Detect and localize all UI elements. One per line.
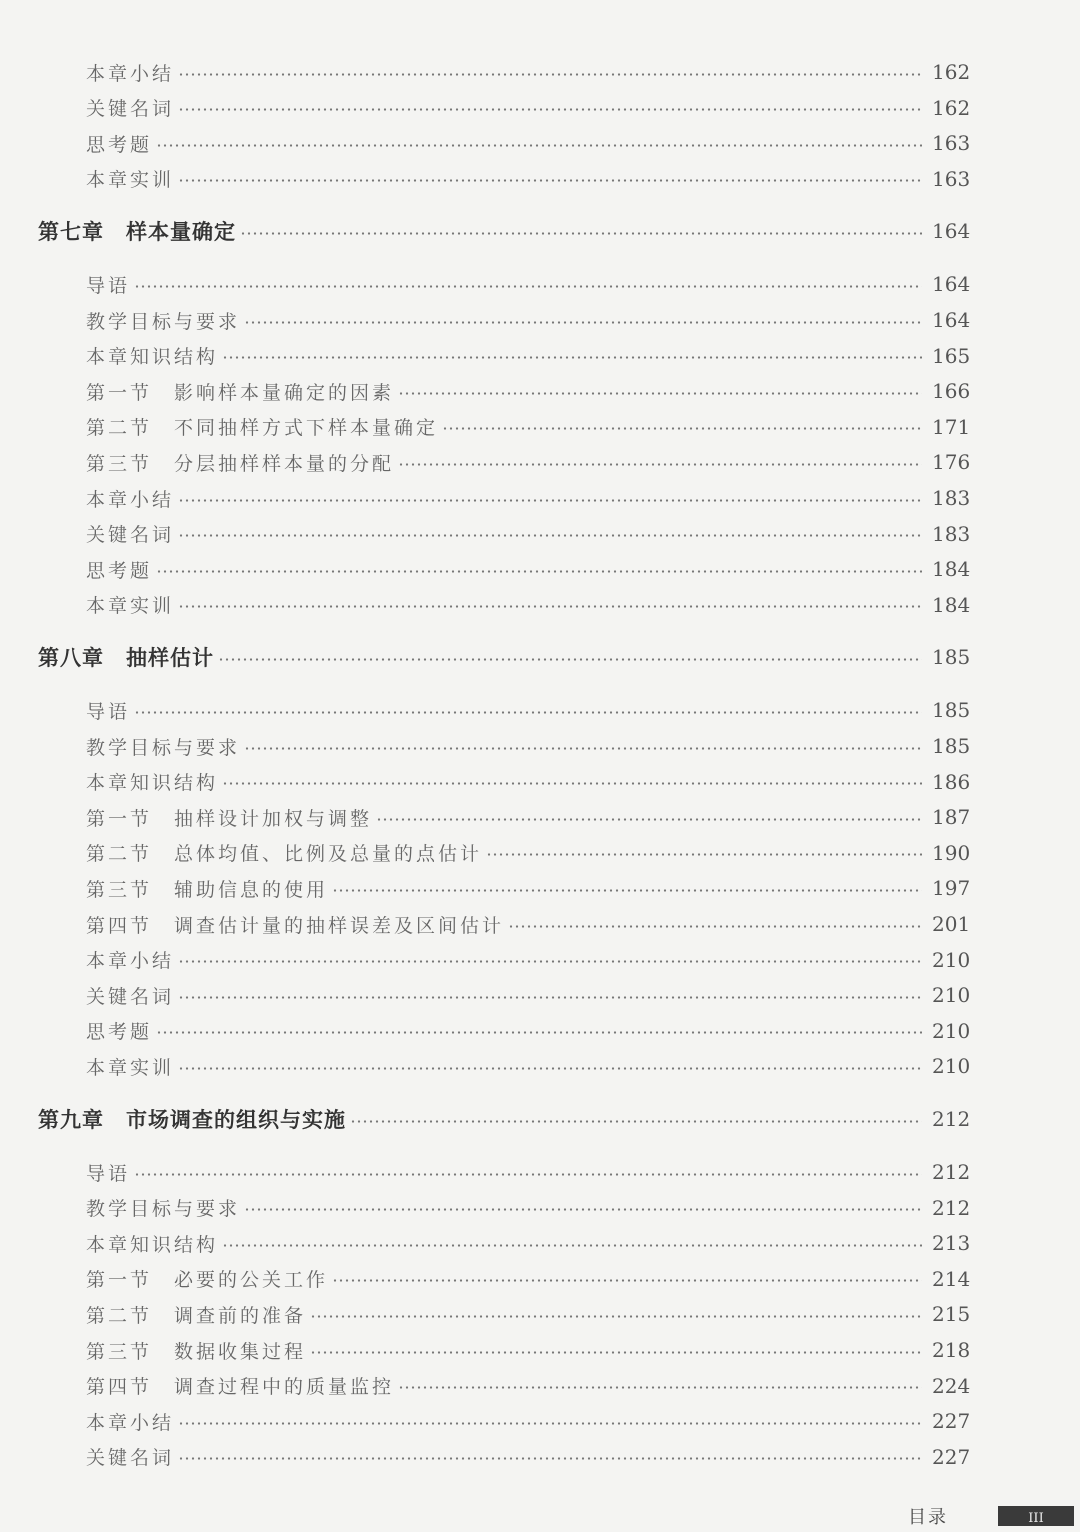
dot-leader	[310, 1351, 922, 1354]
toc-entry[interactable]	[0, 588, 1080, 622]
toc-entry-title: 第四节 调查估计量的抽样误差及区间估计	[86, 914, 505, 937]
toc-entry[interactable]	[0, 126, 1080, 160]
toc-entry-title: 第一节 抽样设计加权与调整	[86, 807, 373, 830]
toc-page-number: 190	[932, 840, 971, 865]
toc-page-number: 212	[932, 1195, 971, 1220]
toc-page-number: 171	[932, 414, 971, 439]
toc-entry[interactable]	[0, 481, 1080, 515]
dot-leader	[178, 605, 922, 608]
toc-entry-title: 本章实训	[86, 169, 175, 192]
toc-entry[interactable]	[0, 552, 1080, 586]
dot-leader	[508, 925, 922, 928]
toc-page-number: 184	[932, 592, 971, 617]
dot-leader	[218, 658, 922, 661]
toc-entry[interactable]	[0, 1404, 1080, 1438]
dot-leader	[310, 1315, 922, 1318]
dot-leader	[134, 285, 922, 288]
toc-page-number: 210	[932, 1018, 971, 1043]
toc-entry-title: 第四节 调查过程中的质量监控	[86, 1376, 395, 1399]
toc-entry-title: 第二节 总体均值、比例及总量的点估计	[86, 843, 483, 866]
toc-entry-title: 关键名词	[86, 98, 175, 121]
toc-entry[interactable]	[0, 765, 1080, 799]
toc-entry[interactable]	[0, 1014, 1080, 1048]
toc-page-number: 183	[932, 486, 971, 510]
dot-leader	[332, 889, 922, 892]
toc-entry[interactable]	[0, 1049, 1080, 1083]
toc-entry-title: 第三节 数据收集过程	[86, 1340, 307, 1363]
toc-entry[interactable]	[0, 1155, 1080, 1189]
toc-page-number: 165	[932, 343, 971, 368]
dot-leader	[332, 1279, 922, 1282]
dot-leader	[442, 427, 922, 430]
dot-leader	[178, 499, 922, 502]
toc-page-number: 166	[932, 379, 971, 404]
dot-leader	[134, 711, 922, 714]
toc-page-number: 215	[932, 1302, 971, 1327]
toc-chapter-entry[interactable]	[0, 214, 1080, 248]
dot-leader	[486, 853, 922, 856]
dot-leader	[178, 1067, 922, 1070]
toc-page-number: 210	[932, 1054, 971, 1079]
dot-leader	[398, 463, 922, 466]
toc-entry[interactable]	[0, 267, 1080, 301]
toc-page-number: 183	[932, 521, 971, 546]
toc-page-number: 218	[932, 1338, 971, 1362]
dot-leader	[178, 108, 922, 111]
toc-entry-title: 关键名词	[86, 985, 175, 1008]
toc-entry[interactable]	[0, 871, 1080, 905]
toc-entry-title: 本章小结	[86, 950, 175, 973]
toc-page-number: 162	[932, 60, 971, 84]
toc-page-number: 185	[932, 698, 971, 723]
toc-entry[interactable]	[0, 693, 1080, 727]
toc-entry[interactable]	[0, 1297, 1080, 1331]
dot-leader	[178, 1457, 922, 1460]
dot-leader	[244, 321, 922, 324]
dot-leader	[156, 1031, 922, 1034]
footer-page-number: III	[998, 1506, 1074, 1526]
toc-entry-title: 第一节 必要的公关工作	[86, 1269, 329, 1292]
toc-page-number: 185	[932, 734, 971, 758]
dot-leader	[178, 73, 922, 76]
toc-entry-title: 导语	[86, 700, 131, 723]
toc-entry-title: 思考题	[86, 1021, 153, 1044]
toc-entry-title: 第三节 辅助信息的使用	[86, 878, 329, 901]
toc-entry-title: 本章小结	[86, 488, 175, 511]
toc-page-number: 224	[932, 1373, 971, 1398]
toc-entry[interactable]	[0, 1369, 1080, 1403]
toc-chapter-entry[interactable]	[0, 1102, 1080, 1136]
toc-entry[interactable]	[0, 1333, 1080, 1367]
toc-entry-title: 第一节 影响样本量确定的因素	[86, 381, 395, 404]
toc-page-number: 187	[932, 805, 971, 830]
dot-leader	[222, 356, 922, 359]
toc-page-number: 184	[932, 557, 971, 582]
toc-entry[interactable]	[0, 1262, 1080, 1296]
toc-entry[interactable]	[0, 1440, 1080, 1474]
toc-entry-title: 教学目标与要求	[86, 310, 241, 333]
toc-entry[interactable]	[0, 800, 1080, 834]
toc-page-number: 210	[932, 983, 971, 1008]
toc-entry-title: 导语	[86, 274, 131, 297]
toc-entry-title: 思考题	[86, 559, 153, 582]
toc-entry[interactable]	[0, 836, 1080, 870]
toc-page-number: 210	[932, 947, 971, 972]
dot-leader	[244, 747, 922, 750]
toc-page-number: 176	[932, 450, 971, 475]
toc-entry-title: 第七章 样本量确定	[38, 219, 236, 245]
toc-entry[interactable]	[0, 374, 1080, 408]
dot-leader	[156, 570, 922, 573]
toc-entry-title: 本章知识结构	[86, 346, 219, 369]
dot-leader	[398, 392, 922, 395]
dot-leader	[156, 144, 922, 147]
toc-entry[interactable]	[0, 410, 1080, 444]
toc-page-number: 164	[932, 272, 971, 297]
toc-entry[interactable]	[0, 978, 1080, 1012]
toc-entry[interactable]	[0, 729, 1080, 763]
toc-entry-title: 关键名词	[86, 1447, 175, 1470]
toc-entry[interactable]	[0, 907, 1080, 941]
toc-entry-title: 教学目标与要求	[86, 1198, 241, 1221]
toc-entry[interactable]	[0, 517, 1080, 551]
toc-page-number: 186	[932, 769, 971, 794]
toc-chapter-entry[interactable]	[0, 640, 1080, 674]
dot-leader	[178, 179, 922, 182]
toc-entry-title: 教学目标与要求	[86, 736, 241, 759]
toc-entry-title: 本章知识结构	[86, 772, 219, 795]
toc-page-number: 227	[932, 1444, 971, 1469]
toc-entry[interactable]	[0, 1191, 1080, 1225]
toc-entry-title: 本章实训	[86, 1056, 175, 1079]
dot-leader	[178, 996, 922, 999]
toc-page-number: 227	[932, 1409, 971, 1434]
dot-leader	[376, 818, 922, 821]
toc-entry[interactable]	[0, 943, 1080, 977]
toc-page-number: 185	[932, 645, 971, 670]
dot-leader	[350, 1120, 922, 1123]
toc-page-number: 213	[932, 1231, 971, 1256]
toc-entry[interactable]	[0, 445, 1080, 479]
toc-entry-title: 第二节 不同抽样方式下样本量确定	[86, 417, 439, 440]
dot-leader	[222, 1244, 922, 1247]
toc-entry-title: 第二节 调查前的准备	[86, 1304, 307, 1327]
dot-leader	[178, 1422, 922, 1425]
toc-entry[interactable]	[0, 1226, 1080, 1260]
toc-page-number: 164	[932, 308, 971, 332]
toc-entry-title: 第三节 分层抽样样本量的分配	[86, 452, 395, 475]
dot-leader	[178, 960, 922, 963]
dot-leader	[134, 1173, 922, 1176]
toc-entry[interactable]	[0, 162, 1080, 196]
dot-leader	[240, 232, 922, 235]
toc-page-number: 162	[932, 95, 971, 120]
toc-entry-title: 第八章 抽样估计	[38, 645, 214, 671]
toc-page-number: 164	[932, 219, 971, 244]
dot-leader	[398, 1386, 922, 1389]
footer-label: 目录	[908, 1507, 948, 1528]
toc-entry-title: 第九章 市场调查的组织与实施	[38, 1107, 346, 1132]
dot-leader	[222, 782, 922, 785]
toc-page-number: 201	[932, 912, 971, 936]
toc-entry-title: 本章知识结构	[86, 1233, 219, 1256]
toc-page-number: 214	[932, 1266, 971, 1291]
toc-entry-title: 本章实训	[86, 595, 175, 618]
toc-entry-title: 思考题	[86, 133, 153, 156]
toc-entry-title: 本章小结	[86, 1411, 175, 1434]
toc-entry-title: 关键名词	[86, 524, 175, 547]
toc-entry[interactable]	[0, 339, 1080, 373]
dot-leader	[178, 534, 922, 537]
toc-page-number: 197	[932, 876, 971, 901]
toc-page-number: 212	[932, 1107, 971, 1131]
toc-page-number: 212	[932, 1160, 971, 1184]
toc-page-number: 163	[932, 131, 971, 156]
toc-entry-title: 导语	[86, 1162, 131, 1185]
toc-entry-title: 本章小结	[86, 62, 175, 85]
dot-leader	[244, 1208, 922, 1211]
toc-entry[interactable]	[0, 303, 1080, 337]
toc-page-number: 163	[932, 166, 971, 191]
toc-entry[interactable]	[0, 91, 1080, 125]
toc-entry[interactable]	[0, 55, 1080, 89]
